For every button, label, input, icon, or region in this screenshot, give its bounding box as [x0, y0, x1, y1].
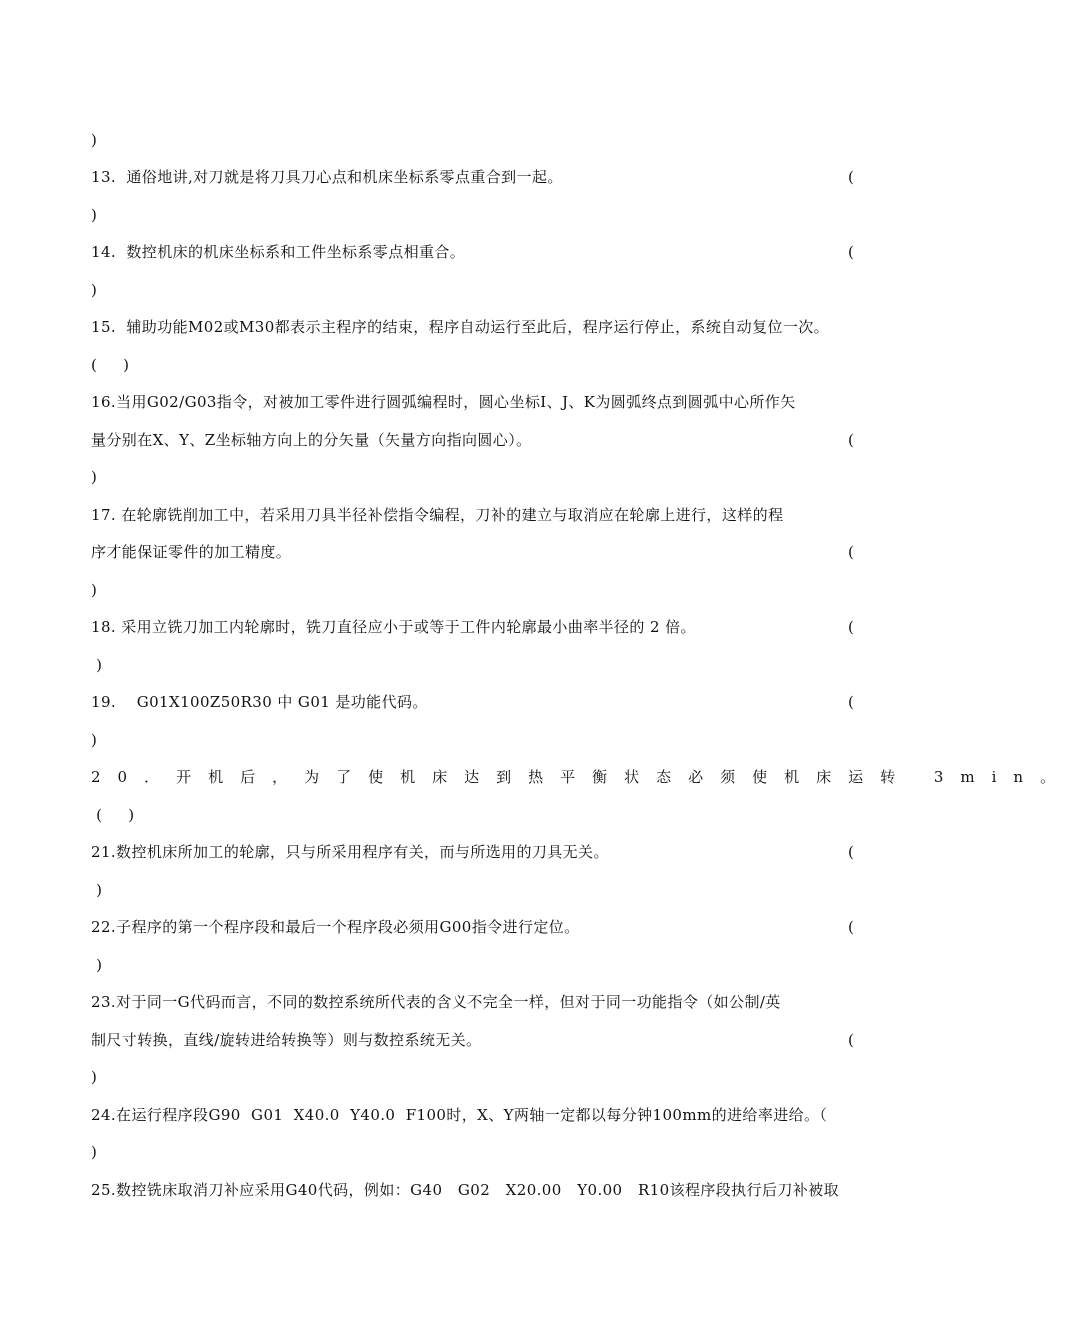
answer-paren: (: [848, 431, 854, 449]
text-line: 16.当用G02/G03指令，对被加工零件进行圆弧编程时，圆心坐标I、J、K为圆弧终点到圆弧中心所作矢: [91, 393, 796, 411]
text-line: 序才能保证零件的加工精度。: [91, 543, 292, 561]
text-line: 24.在运行程序段G90 G01 X40.0 Y40.0 F100时，X、Y两轴一定都以每分钟100mm的进给率进给。（: [91, 1106, 828, 1124]
answer-paren: (: [848, 543, 854, 561]
answer-paren: (: [848, 618, 854, 636]
text-line: 15. 辅助功能M02或M30都表示主程序的结束，程序自动运行至此后，程序运行停止，系统自动复位一次。: [91, 318, 830, 336]
answer-paren: (: [848, 918, 854, 936]
text-line: ): [91, 281, 98, 299]
text-line: ): [91, 1143, 98, 1161]
text-line: ): [91, 131, 98, 149]
text-line: ): [91, 206, 98, 224]
text-line: ): [91, 731, 98, 749]
text-line: 13. 通俗地讲,对刀就是将刀具刀心点和机床坐标系零点重合到一起。: [91, 168, 563, 186]
text-line: 23.对于同一G代码而言，不同的数控系统所代表的含义不完全一样，但对于同一功能指令（如公制/英: [91, 993, 781, 1011]
answer-paren: (: [848, 693, 854, 711]
text-line: ): [91, 1068, 98, 1086]
text-line: 量分别在X、Y、Z坐标轴方向上的分矢量（矢量方向指向圆心）。: [91, 431, 532, 449]
text-line: ): [91, 468, 98, 486]
text-line: 21.数控机床所加工的轮廓，只与所采用程序有关，而与所选用的刀具无关。: [91, 843, 609, 861]
text-line: 20．开机后，为了使机床达到热平衡状态必须使机床运转 3min。: [91, 768, 1072, 786]
text-line: ( ): [91, 806, 135, 824]
text-line: ( ): [91, 356, 130, 374]
text-line: 25.数控铣床取消刀补应采用G40代码，例如：G40 G02 X20.00 Y0.00 R10该程序段执行后刀补被取: [91, 1181, 839, 1199]
text-line: 制尺寸转换，直线/旋转进给转换等）则与数控系统无关。: [91, 1031, 482, 1049]
answer-paren: (: [848, 243, 854, 261]
answer-paren: (: [848, 1031, 854, 1049]
text-line: 22.子程序的第一个程序段和最后一个程序段必须用G00指令进行定位。: [91, 918, 580, 936]
text-line: 14. 数控机床的机床坐标系和工件坐标系零点相重合。: [91, 243, 466, 261]
text-line: ): [91, 656, 103, 674]
text-line: 19. G01X100Z50R30 中 G01 是功能代码。: [91, 693, 428, 711]
text-line: 18. 采用立铣刀加工内轮廓时，铣刀直径应小于或等于工件内轮廓最小曲率半径的 2 倍。: [91, 618, 696, 636]
answer-paren: (: [848, 168, 854, 186]
answer-paren: (: [848, 843, 854, 861]
text-line: ): [91, 881, 103, 899]
text-line: ): [91, 956, 103, 974]
text-line: 17. 在轮廓铣削加工中，若采用刀具半径补偿指令编程，刀补的建立与取消应在轮廓上进行，这样的程: [91, 506, 784, 524]
text-line: ): [91, 581, 98, 599]
